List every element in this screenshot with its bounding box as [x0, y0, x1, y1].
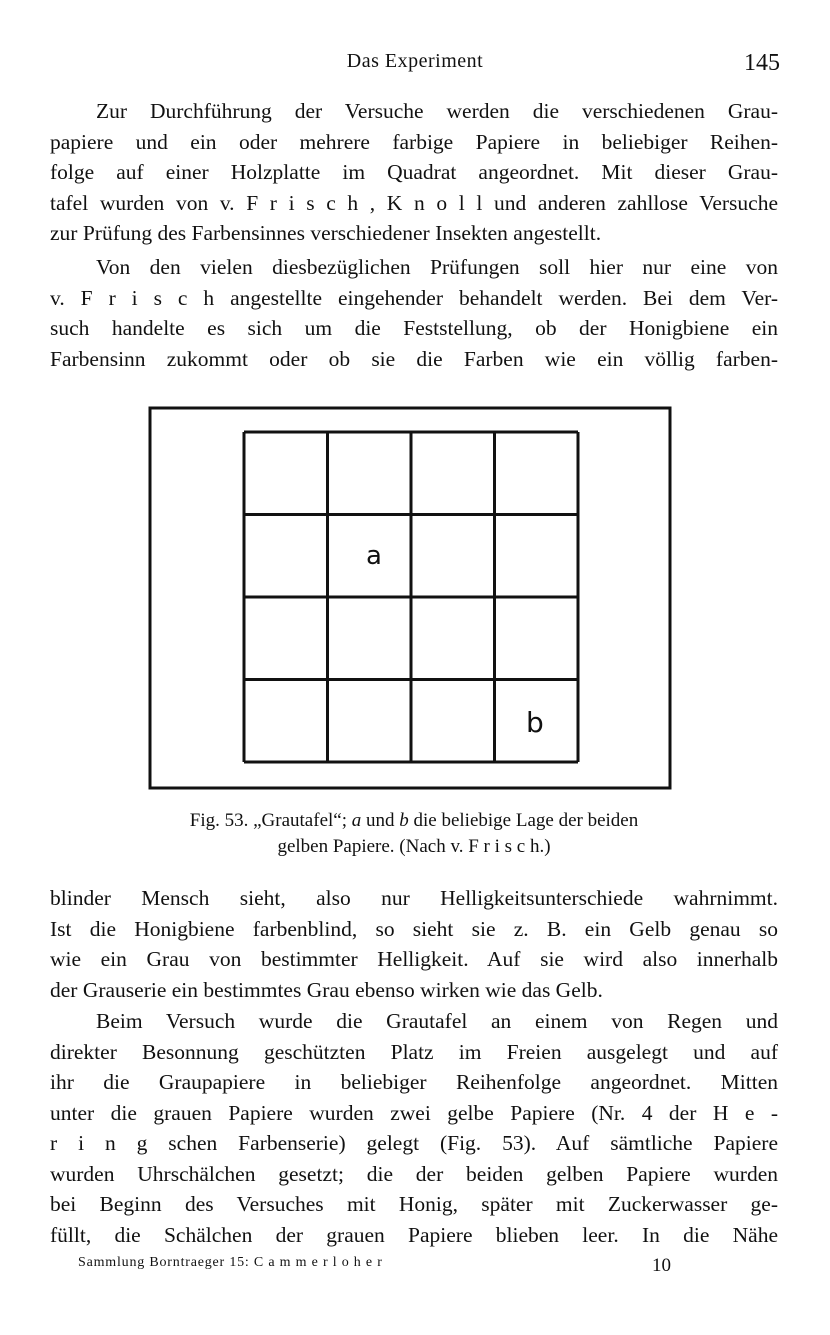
caption-b: b: [399, 810, 409, 831]
paragraph-line: folge auf einer Holzplatte im Quadrat angeordnet. Mit dieser Grau-: [50, 160, 778, 184]
caption-line-1: [50, 808, 778, 834]
paragraph-line: ihr die Graupapiere in beliebiger Reihenfolge angeordnet. Mitten: [50, 1070, 778, 1094]
caption-line-2: gelben Papiere. (Nach v. F r i s c h.): [277, 836, 551, 857]
paragraph-line: Zur Durchführung der Versuche werden die verschiedenen Grau-: [96, 99, 778, 123]
paragraph-line: r i n g schen Farbenserie) gelegt (Fig. 53). Auf sämtliche Papiere: [50, 1131, 778, 1155]
grautafel-figure: [146, 402, 676, 797]
paragraph-line: Farbensinn zukommt oder ob sie die Farben wie ein völlig farben-: [50, 346, 778, 371]
paragraph-line: such handelte es sich um die Feststellung, ob der Honigbiene ein: [50, 316, 778, 340]
paragraph-line: papiere und ein oder mehrere farbige Papiere in beliebiger Reihen-: [50, 129, 778, 154]
footer-signature: 10: [652, 1255, 671, 1276]
label-a: a: [366, 541, 382, 571]
paragraph-line: Beim Versuch wurde die Grautafel an einem von Regen und: [96, 1009, 778, 1033]
caption-a: a: [351, 810, 362, 831]
label-b: b: [526, 706, 544, 739]
paragraph-line: wurden Uhrschälchen gesetzt; die der beiden gelben Papiere wurden: [50, 1161, 778, 1186]
paragraph-line: zur Prüfung des Farbensinnes verschiedener Insekten angestellt.: [50, 221, 602, 245]
caption-prefix: Fig. 53. „Grautafel“;: [189, 810, 347, 831]
paragraph-line: der Grauserie ein bestimmtes Grau ebenso wirken wie das Gelb.: [50, 977, 603, 1002]
paragraph-line: bei Beginn des Versuches mit Honig, später mit Zuckerwasser ge-: [50, 1192, 778, 1216]
paragraph-line: füllt, die Schälchen der grauen Papiere blieben leer. In die Nähe: [50, 1222, 778, 1247]
paragraph-2: [50, 252, 778, 374]
paragraph-line: unter die grauen Papiere wurden zwei gelbe Papiere (Nr. 4 der H e -: [50, 1100, 778, 1125]
paragraph-line: Ist die Honigbiene farbenblind, so sieht sie z. B. ein Gelb genau so: [50, 916, 778, 941]
figure-caption: [50, 808, 778, 860]
caption-suffix: die beliebige Lage der beiden: [413, 810, 639, 831]
paragraph-line: Von den vielen diesbezüglichen Prüfungen soll hier nur eine von: [96, 255, 778, 279]
running-header: Das Experiment: [346, 50, 484, 72]
paragraph-line: blinder Mensch sieht, also nur Helligkeitsunterschiede wahrnimmt.: [50, 886, 778, 910]
caption-und: und: [366, 810, 395, 831]
paragraph-3: [50, 883, 778, 1005]
page-number: 145: [744, 50, 780, 76]
paragraph-line: direkter Besonnung geschützten Platz im Freien ausgelegt und auf: [50, 1039, 778, 1064]
paragraph-4: [50, 1006, 778, 1250]
paragraph-line: wie ein Grau von bestimmter Helligkeit. Auf sie wird also innerhalb: [50, 947, 778, 971]
paragraph-1: [50, 96, 778, 249]
paragraph-line: v. F r i s c h angestellte eingehender behandelt werden. Bei dem Ver-: [50, 285, 778, 310]
paragraph-line: tafel wurden von v. F r i s c h , K n o l l und anderen zahllose Versuche: [50, 190, 778, 215]
footer-series: Sammlung Borntraeger 15: C a m m e r l o h e r: [78, 1255, 383, 1270]
